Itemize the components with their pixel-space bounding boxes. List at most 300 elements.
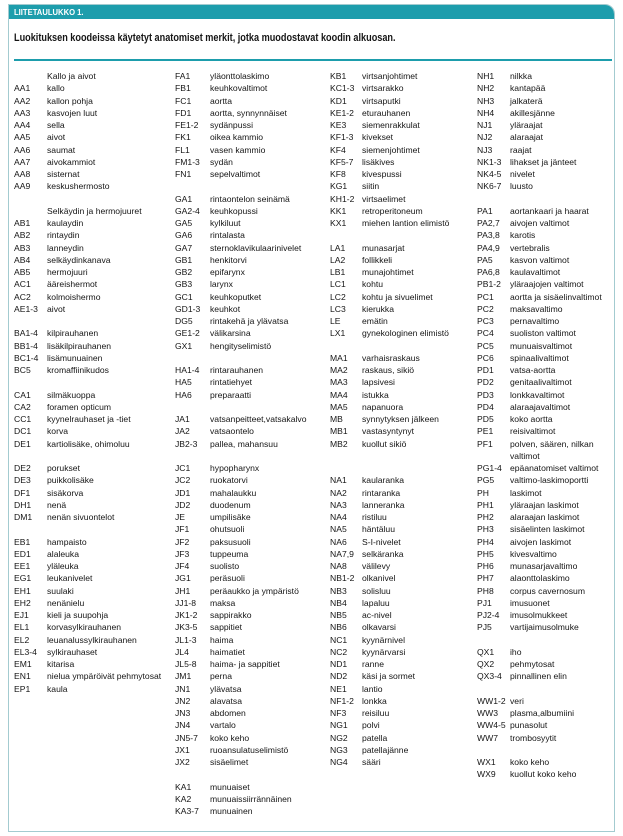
anatomy-code: KA2 xyxy=(175,793,192,804)
code-row xyxy=(477,585,613,597)
code-row xyxy=(330,107,475,119)
header-bar xyxy=(9,5,614,19)
anatomy-label: käsi ja sormet xyxy=(362,671,416,682)
anatomy-code: DE2 xyxy=(14,463,31,473)
code-row xyxy=(330,413,475,425)
code-row xyxy=(175,695,328,707)
code-row xyxy=(330,254,475,266)
code-row xyxy=(330,327,475,339)
code-group xyxy=(175,70,328,180)
anatomy-code: NG2 xyxy=(330,732,348,743)
anatomy-label: vatsanpeitteet,vatsakalvo xyxy=(210,414,307,424)
code-row xyxy=(175,658,328,670)
code-row xyxy=(14,82,172,94)
code-row xyxy=(14,401,172,413)
code-row xyxy=(14,254,172,266)
anatomy-code: NK1-3 xyxy=(477,156,502,167)
code-row xyxy=(14,474,172,486)
code-row xyxy=(14,572,172,584)
code-row xyxy=(477,621,613,633)
anatomy-code: PF1 xyxy=(477,438,493,449)
anatomy-label: rintarauhanen xyxy=(210,365,264,375)
anatomy-code: JN2 xyxy=(175,695,191,706)
anatomy-label: emätin xyxy=(362,316,388,326)
anatomy-label: raskaus, sikiö xyxy=(362,365,415,375)
anatomy-code: KF4 xyxy=(330,144,346,155)
code-row xyxy=(175,229,328,241)
anatomy-label: hermojuuri xyxy=(47,267,88,277)
code-row xyxy=(14,462,172,474)
anatomy-code: JX1 xyxy=(175,744,190,755)
code-row xyxy=(330,474,475,486)
code-row xyxy=(175,340,328,352)
anatomy-label: ac-nivel xyxy=(362,610,392,620)
anatomy-code: EL2 xyxy=(14,634,30,645)
anatomy-code: EN1 xyxy=(14,671,31,682)
code-group xyxy=(477,756,613,781)
code-row xyxy=(330,278,475,290)
code-row xyxy=(330,401,475,413)
code-row xyxy=(330,144,475,156)
anatomy-label: epifarynx xyxy=(210,267,245,277)
code-row xyxy=(477,413,613,425)
code-row xyxy=(14,180,172,192)
anatomy-label: kaulavaltimot xyxy=(510,267,561,277)
anatomy-label: veri xyxy=(510,695,524,706)
code-column-4 xyxy=(477,70,613,781)
code-group xyxy=(330,352,475,450)
code-row xyxy=(477,548,613,560)
anatomy-label: häntäluu xyxy=(362,524,395,535)
anatomy-code: KK1 xyxy=(330,205,347,216)
anatomy-code: LB1 xyxy=(330,267,346,277)
anatomy-code: EG1 xyxy=(14,573,32,584)
title-divider xyxy=(14,59,612,61)
anatomy-label: hypopharynx xyxy=(210,463,260,473)
anatomy-code: AA8 xyxy=(14,169,31,179)
code-row xyxy=(175,548,328,560)
code-row xyxy=(14,597,172,609)
anatomy-code: KC1-3 xyxy=(330,83,355,94)
code-row xyxy=(14,438,172,450)
code-row xyxy=(175,70,328,82)
code-row xyxy=(330,364,475,376)
anatomy-label: rintaontelon seinämä xyxy=(210,193,290,204)
anatomy-label: aortta, synnynnäiset xyxy=(210,107,287,118)
anatomy-label: lisäkilpirauhanen xyxy=(47,340,112,351)
anatomy-code: JE xyxy=(175,512,186,522)
anatomy-code: JG1 xyxy=(175,573,191,584)
anatomy-label: oikea kammio xyxy=(210,132,264,143)
anatomy-label: follikkeli xyxy=(362,254,393,265)
anatomy-label: saumat xyxy=(47,144,76,155)
anatomy-label: nenä xyxy=(47,499,67,510)
code-row xyxy=(477,597,613,609)
anatomy-code: PG1-4 xyxy=(477,463,502,473)
code-row xyxy=(477,572,613,584)
anatomy-label: haima- ja sappitiet xyxy=(210,659,280,669)
anatomy-code: BA1-4 xyxy=(14,328,38,339)
anatomy-label: kyynärnivel xyxy=(362,634,405,645)
anatomy-label: haima xyxy=(210,634,234,645)
anatomy-code: JD2 xyxy=(175,499,191,510)
code-row xyxy=(330,352,475,364)
code-row xyxy=(330,156,475,168)
anatomy-label: keuhkoputket xyxy=(210,291,262,302)
code-row xyxy=(175,523,328,535)
anatomy-code: NJ1 xyxy=(477,120,493,130)
code-row xyxy=(477,205,613,217)
anatomy-label: leukanivelet xyxy=(47,573,93,584)
code-row xyxy=(477,756,613,768)
code-group xyxy=(175,462,328,768)
code-row xyxy=(330,70,475,82)
anatomy-code: NA4 xyxy=(330,512,347,522)
anatomy-code: NF1-2 xyxy=(330,695,354,706)
anatomy-code: NK4-5 xyxy=(477,169,502,179)
anatomy-label: ääreishermot xyxy=(47,279,98,290)
anatomy-code: FB1 xyxy=(175,83,191,94)
anatomy-label: rintalasta xyxy=(210,230,245,241)
code-row xyxy=(14,621,172,633)
code-row xyxy=(477,95,613,107)
anatomy-label: selkäranka xyxy=(362,548,404,559)
anatomy-label: maksavaltimo xyxy=(510,303,563,314)
anatomy-label: tuppeuma xyxy=(210,548,249,559)
anatomy-code: JJ1-8 xyxy=(175,597,197,608)
anatomy-label: kromaffiinikudos xyxy=(47,365,109,375)
code-row xyxy=(330,585,475,597)
anatomy-label: sepelvaltimot xyxy=(210,169,261,179)
code-group xyxy=(14,462,172,523)
anatomy-label: sisternat xyxy=(47,169,80,179)
code-row xyxy=(175,744,328,756)
anatomy-code: AA7 xyxy=(14,156,31,167)
anatomy-code: DC1 xyxy=(14,426,32,437)
anatomy-code: LC1 xyxy=(330,279,346,290)
anatomy-code: FN1 xyxy=(175,169,192,179)
anatomy-label: alaraajan laskimot xyxy=(510,512,580,522)
anatomy-code: AE1-3 xyxy=(14,303,38,314)
code-row xyxy=(330,205,475,217)
code-row xyxy=(175,634,328,646)
code-row xyxy=(330,744,475,756)
anatomy-label: sternoklavikulaarinivelet xyxy=(210,242,302,253)
anatomy-label: kasvon valtimot xyxy=(510,254,570,265)
anatomy-code: GD1-3 xyxy=(175,303,201,314)
anatomy-label: rintaranka xyxy=(362,487,401,498)
code-row xyxy=(330,180,475,192)
anatomy-code: KH1-2 xyxy=(330,193,355,204)
anatomy-label: gynekologinen elimistö xyxy=(362,328,449,339)
anatomy-code: PD5 xyxy=(477,414,494,424)
code-row xyxy=(14,634,172,646)
anatomy-code: NA2 xyxy=(330,487,347,498)
code-row xyxy=(14,536,172,548)
code-row xyxy=(14,487,172,499)
anatomy-code: NC1 xyxy=(330,634,348,645)
code-row xyxy=(175,168,328,180)
anatomy-code: AA9 xyxy=(14,181,31,192)
anatomy-code: PA5 xyxy=(477,254,493,265)
anatomy-code: NB1-2 xyxy=(330,573,355,584)
code-group xyxy=(477,646,613,683)
code-row xyxy=(175,254,328,266)
anatomy-label: aivot xyxy=(47,132,66,143)
anatomy-label: retroperitoneum xyxy=(362,205,423,216)
anatomy-code: NA5 xyxy=(330,524,347,535)
code-row xyxy=(14,560,172,572)
code-row xyxy=(175,621,328,633)
anatomy-label: genitaalivaltimot xyxy=(510,377,572,388)
anatomy-code: KA1 xyxy=(175,781,192,792)
code-row xyxy=(175,278,328,290)
anatomy-code: NG1 xyxy=(330,720,348,731)
anatomy-code: PC5 xyxy=(477,340,494,351)
anatomy-code: PA2,7 xyxy=(477,218,500,228)
anatomy-label: puikkolisäke xyxy=(47,475,94,486)
code-row xyxy=(330,131,475,143)
code-row xyxy=(14,168,172,180)
anatomy-code: KX1 xyxy=(330,218,347,228)
code-column-2 xyxy=(175,70,328,817)
anatomy-code: PA6,8 xyxy=(477,267,500,277)
anatomy-code: AA6 xyxy=(14,144,31,155)
anatomy-label: valtimo-laskimoportti xyxy=(510,475,589,486)
anatomy-label: foramen opticum xyxy=(47,401,112,412)
group-heading: Kallo ja aivot xyxy=(47,71,96,81)
anatomy-label: alaraajavaltimot xyxy=(510,401,571,412)
code-row xyxy=(175,511,328,523)
code-row xyxy=(330,438,475,450)
anatomy-label: istukka xyxy=(362,389,389,400)
anatomy-label: nenän sivuontelot xyxy=(47,512,115,522)
anatomy-label: keuhkovaltimot xyxy=(210,83,268,94)
anatomy-label: sydänpussi xyxy=(210,120,253,130)
anatomy-code: AA2 xyxy=(14,95,31,106)
anatomy-code: PG5 xyxy=(477,475,495,486)
code-row xyxy=(477,107,613,119)
anatomy-code: EP1 xyxy=(14,683,31,694)
anatomy-code: DE1 xyxy=(14,438,31,449)
code-row xyxy=(175,266,328,278)
anatomy-code: ED1 xyxy=(14,548,31,559)
anatomy-code: NH2 xyxy=(477,83,495,94)
anatomy-code: LC3 xyxy=(330,303,346,314)
code-row xyxy=(477,536,613,548)
anatomy-label: ristiluu xyxy=(362,512,387,522)
anatomy-label: kivekset xyxy=(362,132,394,143)
anatomy-label: karotis xyxy=(510,230,536,241)
code-row xyxy=(175,327,328,339)
anatomy-label: kaulaydin xyxy=(47,218,84,228)
anatomy-label: miehen lantion elimistö xyxy=(362,218,450,228)
code-row xyxy=(330,670,475,682)
anatomy-label: paksusuoli xyxy=(210,536,251,547)
anatomy-label: kyynärvarsi xyxy=(362,646,406,657)
anatomy-code: NG4 xyxy=(330,757,348,767)
code-row xyxy=(477,768,613,780)
anatomy-label: lisäkives xyxy=(362,156,395,167)
anatomy-code: PH6 xyxy=(477,561,494,571)
anatomy-label: sella xyxy=(47,120,65,130)
code-row xyxy=(477,352,613,364)
code-row xyxy=(477,278,613,290)
code-row xyxy=(477,560,613,572)
anatomy-code: DF1 xyxy=(14,487,31,498)
anatomy-code: GE1-2 xyxy=(175,328,200,339)
anatomy-label: virtsaputki xyxy=(362,95,401,106)
anatomy-label: henkitorvi xyxy=(210,254,247,265)
code-row xyxy=(175,572,328,584)
anatomy-label: iho xyxy=(510,646,522,657)
code-row xyxy=(477,523,613,535)
anatomy-label: synnytyksen jälkeen xyxy=(362,414,439,424)
anatomy-label: kolmoishermo xyxy=(47,291,101,302)
code-row xyxy=(330,119,475,131)
anatomy-label: varhaisraskaus xyxy=(362,352,420,363)
anatomy-code: KE1-2 xyxy=(330,107,354,118)
code-column-1 xyxy=(14,70,172,695)
anatomy-code: PC6 xyxy=(477,352,494,363)
anatomy-code: QX1 xyxy=(477,646,495,657)
anatomy-code: GA7 xyxy=(175,242,193,253)
anatomy-code: WX9 xyxy=(477,769,496,780)
group-heading-row xyxy=(14,70,172,82)
code-row xyxy=(330,707,475,719)
anatomy-label: virtsanjohtimet xyxy=(362,71,418,81)
anatomy-code: LC2 xyxy=(330,291,346,302)
code-row xyxy=(175,781,328,793)
anatomy-label: silmäkuoppa xyxy=(47,389,96,400)
code-row xyxy=(477,180,613,192)
anatomy-label: eturauhanen xyxy=(362,107,411,118)
code-row xyxy=(175,131,328,143)
anatomy-code: NJ2 xyxy=(477,132,493,143)
anatomy-label: kyynelrauhaset ja -tiet xyxy=(47,414,131,424)
anatomy-label: sylkirauhaset xyxy=(47,646,98,657)
anatomy-label: siemenjohtimet xyxy=(362,144,420,155)
anatomy-label: umpilisäke xyxy=(210,512,251,522)
anatomy-code: PJ2-4 xyxy=(477,610,500,620)
anatomy-label: vatsaontelo xyxy=(210,426,254,437)
anatomy-code: AC2 xyxy=(14,291,31,302)
code-row xyxy=(330,756,475,768)
code-row xyxy=(14,229,172,241)
code-row xyxy=(477,266,613,278)
anatomy-code: BC1-4 xyxy=(14,352,39,363)
anatomy-label: ylävatsa xyxy=(210,683,242,694)
code-row xyxy=(14,156,172,168)
anatomy-code: AC1 xyxy=(14,279,31,290)
code-row xyxy=(330,217,475,229)
anatomy-code: PH5 xyxy=(477,548,494,559)
anatomy-code: FA1 xyxy=(175,71,191,81)
anatomy-label: munajohtimet xyxy=(362,267,414,277)
anatomy-code: JF4 xyxy=(175,561,190,571)
anatomy-label: rintatiehyet xyxy=(210,377,253,388)
anatomy-code: ND1 xyxy=(330,659,348,669)
anatomy-label: keskushermosto xyxy=(47,181,110,192)
anatomy-code: PC2 xyxy=(477,303,494,314)
anatomy-code: GA6 xyxy=(175,230,193,241)
anatomy-label: plasma,albumiini xyxy=(510,708,575,718)
anatomy-code: JK1-2 xyxy=(175,610,198,620)
anatomy-code: KE3 xyxy=(330,120,347,130)
anatomy-label: hampaisto xyxy=(47,536,87,547)
code-row xyxy=(14,364,172,376)
anatomy-label: siitin xyxy=(362,181,380,192)
anatomy-label: imusolmukkeet xyxy=(510,610,568,620)
anatomy-code: PD3 xyxy=(477,389,494,400)
anatomy-label: trombosyytit xyxy=(510,732,557,743)
anatomy-label: luusto xyxy=(510,181,533,192)
code-row xyxy=(330,242,475,254)
anatomy-code: WW1-2 xyxy=(477,695,506,706)
anatomy-label: alaleuka xyxy=(47,548,80,559)
anatomy-code: GA2-4 xyxy=(175,205,200,216)
anatomy-label: aivokammiot xyxy=(47,156,96,167)
code-group xyxy=(330,242,475,340)
anatomy-code: PA4,9 xyxy=(477,242,500,253)
code-row xyxy=(14,327,172,339)
anatomy-code: EJ1 xyxy=(14,610,29,620)
code-row xyxy=(175,609,328,621)
anatomy-code: NA6 xyxy=(330,536,347,547)
code-row xyxy=(175,193,328,205)
anatomy-code: GB2 xyxy=(175,267,193,277)
anatomy-code: PH7 xyxy=(477,573,494,584)
anatomy-label: aortankaari ja haarat xyxy=(510,205,589,216)
anatomy-label: peräsuoli xyxy=(210,573,245,584)
code-row xyxy=(477,303,613,315)
anatomy-label: spinaalivaltimot xyxy=(510,352,569,363)
anatomy-label: pinnallinen elin xyxy=(510,671,567,682)
anatomy-code: JH1 xyxy=(175,585,191,596)
anatomy-code: PJ5 xyxy=(477,622,492,633)
anatomy-label: imusuonet xyxy=(510,597,550,608)
anatomy-code: WW4-5 xyxy=(477,720,506,731)
anatomy-label: akillesjänne xyxy=(510,107,555,118)
anatomy-label: reisivaltimot xyxy=(510,426,556,437)
anatomy-code: FM1-3 xyxy=(175,156,200,167)
code-row xyxy=(330,536,475,548)
anatomy-label: lonkkavaltimot xyxy=(510,389,565,400)
code-row xyxy=(175,389,328,401)
anatomy-label: yläonttolaskimo xyxy=(210,71,270,81)
anatomy-label: sääri xyxy=(362,757,381,767)
anatomy-code: JN4 xyxy=(175,720,191,731)
anatomy-label: kaula xyxy=(47,683,68,694)
code-column-3 xyxy=(330,70,475,768)
anatomy-label: munasarjat xyxy=(362,242,405,253)
code-row xyxy=(477,376,613,388)
anatomy-label: sisäkorva xyxy=(47,487,84,498)
code-row xyxy=(330,621,475,633)
anatomy-label: koko keho xyxy=(210,732,250,743)
code-row xyxy=(330,193,475,205)
anatomy-label: raajat xyxy=(510,144,532,155)
code-row xyxy=(14,266,172,278)
anatomy-label: lantio xyxy=(362,683,383,694)
code-row xyxy=(175,487,328,499)
anatomy-label: kivespussi xyxy=(362,169,402,179)
anatomy-code: NB4 xyxy=(330,597,347,608)
anatomy-code: PJ1 xyxy=(477,597,492,608)
anatomy-code: NB5 xyxy=(330,610,347,620)
anatomy-code: JL5-8 xyxy=(175,659,197,669)
anatomy-label: mahalaukku xyxy=(210,487,257,498)
